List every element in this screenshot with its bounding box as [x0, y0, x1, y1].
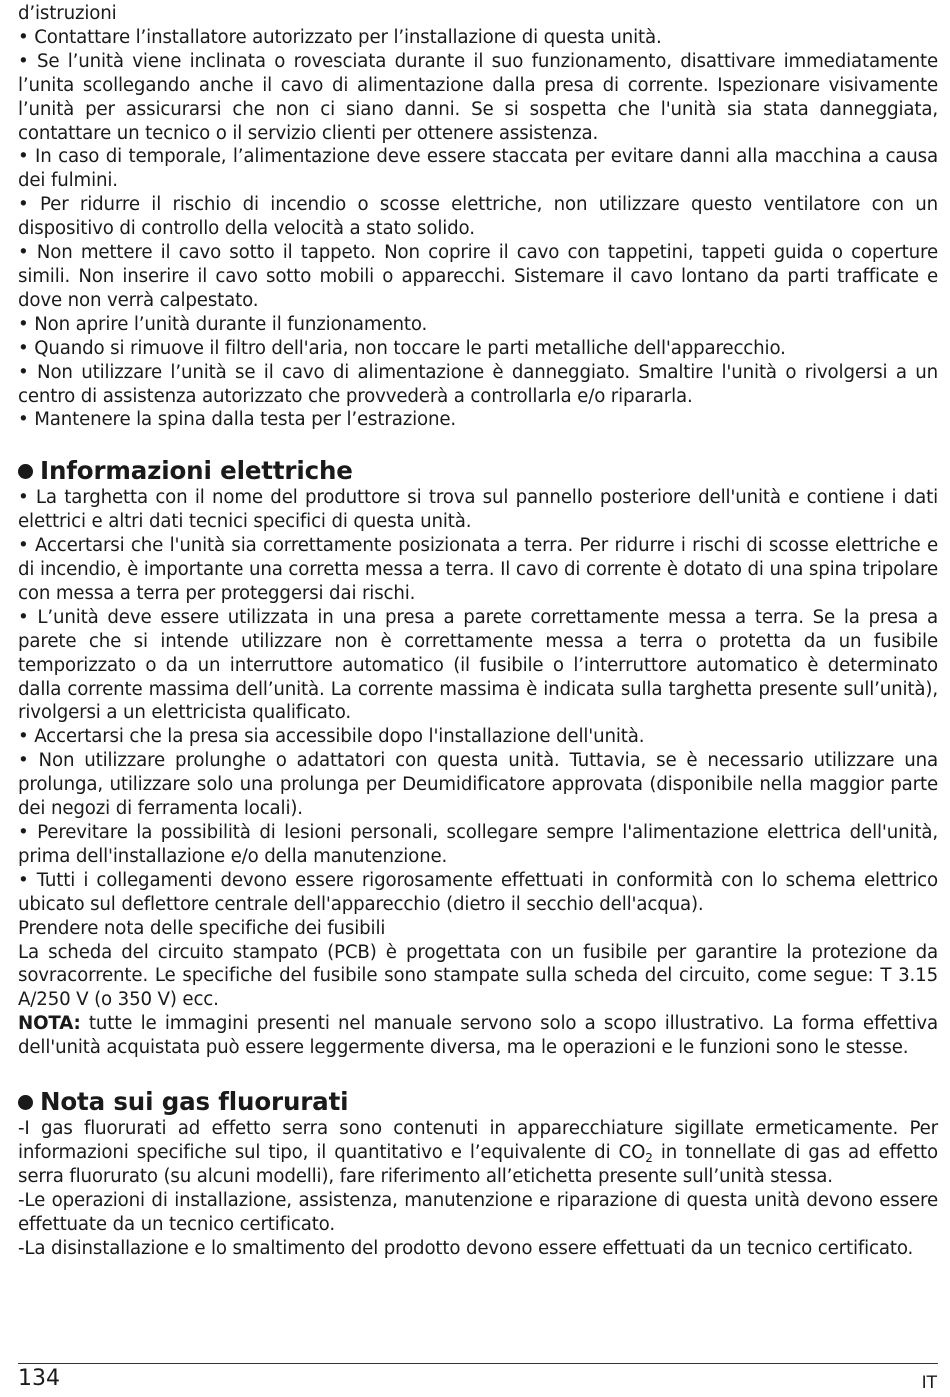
- footer-divider: [18, 1363, 938, 1364]
- section-title-gas: Nota sui gas fluorurati: [40, 1087, 349, 1117]
- electric-paragraph: La scheda del circuito stampato (PCB) è progettata con un fusibile per garantire la protezione da sovracorrente. Le specifiche del fusibile sono stampate sulla scheda del circuito, come segue: T 3.15 A/250 V (o 350 V) ecc.: [18, 941, 938, 1011]
- page-content: [18, 2, 938, 1261]
- intro-paragraph: • Non utilizzare l’unità se il cavo di alimentazione è danneggiato. Smaltire l'unità o rivolgersi a un centro di assistenza autorizzato che provvederà a controllarla e/o ripararla.: [18, 361, 938, 407]
- electric-paragraph: • Accertarsi che la presa sia accessibile dopo l'installazione dell'unità.: [18, 726, 645, 748]
- electric-paragraph: • Non utilizzare prolunghe o adattatori con questa unità. Tuttavia, se è necessario utilizzare una prolunga, utilizzare solo una prolunga per Deumidificatore approvata (disponibile nella maggior parte dei negozi di ferramenta locali).: [18, 750, 938, 820]
- gas-text: in tonnellate di gas ad effetto serra fluorurato (su alcuni modelli), fare riferimento all’etichetta presente sull’unità stessa.: [18, 1141, 938, 1187]
- intro-paragraph: d’istruzioni: [18, 3, 117, 24]
- gas-paragraph: [18, 1117, 938, 1189]
- intro-paragraph: • Se l’unità viene inclinata o rovesciata durante il suo funzionamento, disattivare immediatamente l’unita scollegando anche il cavo di alimentazione dalla presa di corrente. Ispezionare visivamente l’unità per assicurarsi che non ci siano danni. Se si sospetta che l'unità sia stata danneggiata, contattare un tecnico o il servizio clienti per ottenere assistenza.: [18, 50, 938, 144]
- intro-paragraph: • In caso di temporale, l’alimentazione deve essere staccata per evitare danni alla macchina a causa dei fulmini.: [18, 146, 938, 192]
- section-title-electric: Informazioni elettriche: [40, 456, 353, 486]
- section-heading-electric: [18, 456, 938, 486]
- note-text: tutte le immagini presenti nel manuale servono solo a scopo illustrativo. La forma effettiva dell'unità acquistata può essere leggermente diversa, ma le operazioni e le funzioni sono le stesse.: [18, 1013, 938, 1059]
- intro-paragraph: • Non aprire l’unità durante il funzionamento.: [18, 313, 428, 335]
- page-number: 134: [18, 1366, 60, 1391]
- intro-paragraph: • Per ridurre il rischio di incendio o scosse elettriche, non utilizzare questo ventilatore con un dispositivo di controllo della velocità a stato solido.: [18, 194, 938, 240]
- gas-paragraph: -Le operazioni di installazione, assistenza, manutenzione e riparazione di questa unità devono essere effettuate da un tecnico certificato.: [18, 1189, 938, 1235]
- gas-paragraph: -La disinstallazione e lo smaltimento del prodotto devono essere effettuati da un tecnico certificato.: [18, 1237, 914, 1259]
- electric-paragraph: • La targhetta con il nome del produttore si trova sul pannello posteriore dell'unità e contiene i dati elettrici e altri dati tecnici specifici di questa unità.: [18, 487, 938, 533]
- gas-text: -I gas fluorurati ad effetto serra sono contenuti in apparecchiature sigillate ermeticamente. Per informazioni specifiche sul tipo, il quantitativo e l’equivalente di CO: [18, 1118, 938, 1163]
- intro-paragraph: • Non mettere il cavo sotto il tappeto. Non coprire il cavo con tappetini, tappeti guida o coperture simili. Non inserire il cavo sotto mobili o apparecchi. Sistemare il cavo lontano da parti trafficate e dove non verrà calpestato.: [18, 242, 938, 311]
- electric-paragraph: • Accertarsi che l'unità sia correttamente posizionata a terra. Per ridurre i rischi di scosse elettriche e di incendio, è importante una corretta messa a terra. Il cavo di corrente è dotato di una spina tripolare con messa a terra per proteggersi dai rischi.: [18, 535, 938, 604]
- section-heading-gas: [18, 1087, 938, 1117]
- intro-paragraph: • Contattare l’installatore autorizzato per l’installazione di questa unità.: [18, 26, 662, 48]
- co2-subscript: 2: [645, 1150, 653, 1165]
- language-code: IT: [921, 1373, 937, 1393]
- electric-paragraph: • Tutti i collegamenti devono essere rigorosamente effettuati in conformità con lo schema elettrico ubicato sul deflettore centrale dell'apparecchio (dietro il secchio dell'acqua).: [18, 869, 938, 915]
- note-label: NOTA:: [18, 1013, 81, 1035]
- bullet-dot-icon: [18, 464, 33, 479]
- bullet-dot-icon: [18, 1095, 33, 1110]
- electric-paragraph: Prendere nota delle specifiche dei fusibili: [18, 917, 386, 939]
- intro-paragraph: • Mantenere la spina dalla testa per l’estrazione.: [18, 409, 457, 431]
- intro-paragraph: • Quando si rimuove il filtro dell'aria, non toccare le parti metalliche dell'apparecchio.: [18, 337, 786, 359]
- electric-paragraph: • L’unità deve essere utilizzata in una presa a parete correttamente messa a terra. Se la presa a parete che si intende utilizzare non è correttamente messa a terra o protetta da un fusibile temporizzato o da un interruttore automatico (il fusibile o l’interruttore automatico è determinato dalla corrente massima dell’unità. La corrente massima è indicata sulla targhetta presente sull’unità), rivolgersi a un elettricista qualificato.: [18, 606, 938, 724]
- note-paragraph: [18, 1012, 938, 1060]
- electric-paragraph: • Perevitare la possibilità di lesioni personali, scollegare sempre l'alimentazione elettrica dell'unità, prima dell'installazione e/o della manutenzione.: [18, 822, 938, 867]
